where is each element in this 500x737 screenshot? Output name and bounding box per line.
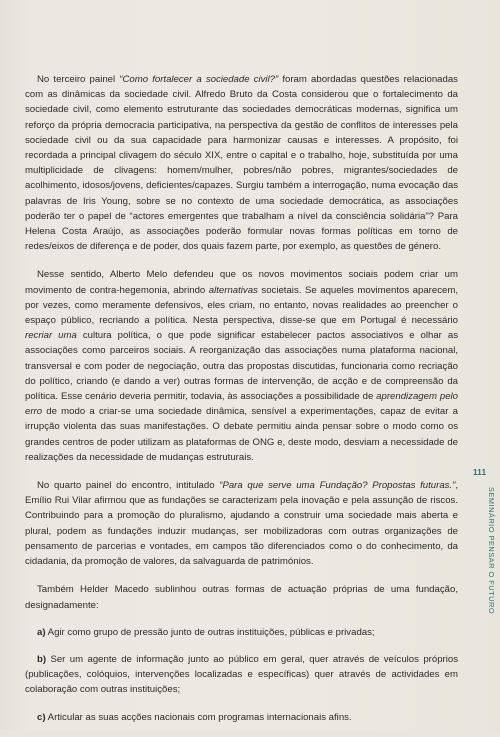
paragraph-alberto-melo [25,267,458,465]
paragraph-third-panel [25,72,458,254]
text-run: No quarto painel do encontro, intitulado [37,480,220,492]
text-run: foram abordadas questões relacionadas com as dinâmicas da sociedade civil. Alfredo Bruto da Costa considerou que o fortalecimento da sociedade civil, como elemento estruturante das sociedades democráticas modernas, significa um reforço da própria democracia participativa, na perspectiva da gestão de conflitos de interesses pela sociedade civil ou da sua capacidade para harmonizar causas e interesses. A propósito, foi recordada a principal clivagem do século XIX, entre o capital e o trabalho, hoje, substituída por uma multiplicidade de clivagens: homem/mulher, pobres/não pobres, migrantes/sociedades de acolhimento, idosos/jovens, deficientes/capazes. Surgiu também a interrogação, numa evocação das palavras de Iris Young, sobre se no contexto de uma sociedade democrática, as associações poderão ter o papel de “actores emergentes que trabalham a nível da consciência solidária”? Para Helena Costa Araújo, as associações poderão formular novas formas políticas em torno de redes/eixos de diferença e de poder, dos quais fazem parte, por exemplo, as questões de género. [25,74,458,253]
body-text [25,72,458,737]
paragraph-fourth-panel [25,478,458,569]
panel-title: “Para que serve uma Fundação? Propostas futuras.” [219,480,456,492]
list-item [25,710,458,725]
emphasis: aprendizagem pelo erro [25,391,458,418]
list-item [25,625,458,640]
list-label: a) [37,626,46,638]
list-label: b) [37,653,47,665]
text-run: , Emílio Rui Vilar afirmou que as fundações se caracterizam pela inovação e pela assunção de riscos. Contribuindo para a promoção do pluralismo, ajudando a construir uma sociedade mais aberta e plural, podem as fundações induzir mudanças, ser mobilizadoras com outras organizações de pensamento de parcerias e vontades, em campos tão diferenciados como o do conhecimento, da cidadania, da promoção de valores, da salvaguarda de patrimónios. [25,480,458,568]
text-run: cultura política, o que pode significar estabelecer pactos associativos e olhar as associações como parceiros sociais. A reorganização das associações numa plataforma nacional, transversal e com poder de negociação, outra das propostas discutidas, funcionaria como recriação do político, criando (e dando a ver) outras formas de intervenção, de acção e de compreensão da política. Esse cenário deveria permitir, todavia, às associações a possibilidade de [25,330,458,403]
text-run: societais. Se aqueles movimentos aparecem, por vezes, como meramente defensivos, eles criam, no entanto, novas realidades ao preencher o espaço público, recriando a política. Nesta perspectiva, disse-se que em Portugal é necessário [25,284,458,327]
paragraph-helder-macedo: Também Helder Macedo sublinhou outras formas de actuação próprias de uma fundação, designadamente: [25,584,458,611]
list-text: Ser um agente de informação junto ao público em geral, quer através de veículos próprios (publicações, colóquios, intervenções localizadas e específicas) quer através de actividades em colaboração com outras instituições; [25,653,458,696]
text-run: No terceiro painel [37,74,120,85]
text-run: de modo a criar-se uma sociedade dinâmica, sensível a experimentações, capaz de evitar a irrupção violenta das suas manifestações. O debate permitiu ainda pensar sobre o modo como os grandes centros de poder utilizam as plataformas de ONG e, deste modo, desviam a necessidade de realizações da necessidade de mudanças estruturais. [25,406,458,463]
emphasis: alternativas [208,284,258,296]
panel-title: “Como fortalecer a sociedade civil?” [119,74,279,85]
page-number: 111 [473,468,487,477]
emphasis: recriar uma [25,330,77,342]
list-text: Articular as suas acções nacionais com programas internacionais afins. [45,711,352,723]
list-label: c) [37,711,46,723]
running-title: SEMINÁRIO PENSAR O FUTURO [487,487,496,615]
list-item [25,652,458,698]
list-text: Agir como grupo de pressão junto de outras instituições, públicas e privadas; [45,626,375,638]
text-run: Nesse sentido, Alberto Melo defendeu que os novos movimentos sociais podem criar um movimento de contra-hegemonia, abrindo [25,269,458,296]
